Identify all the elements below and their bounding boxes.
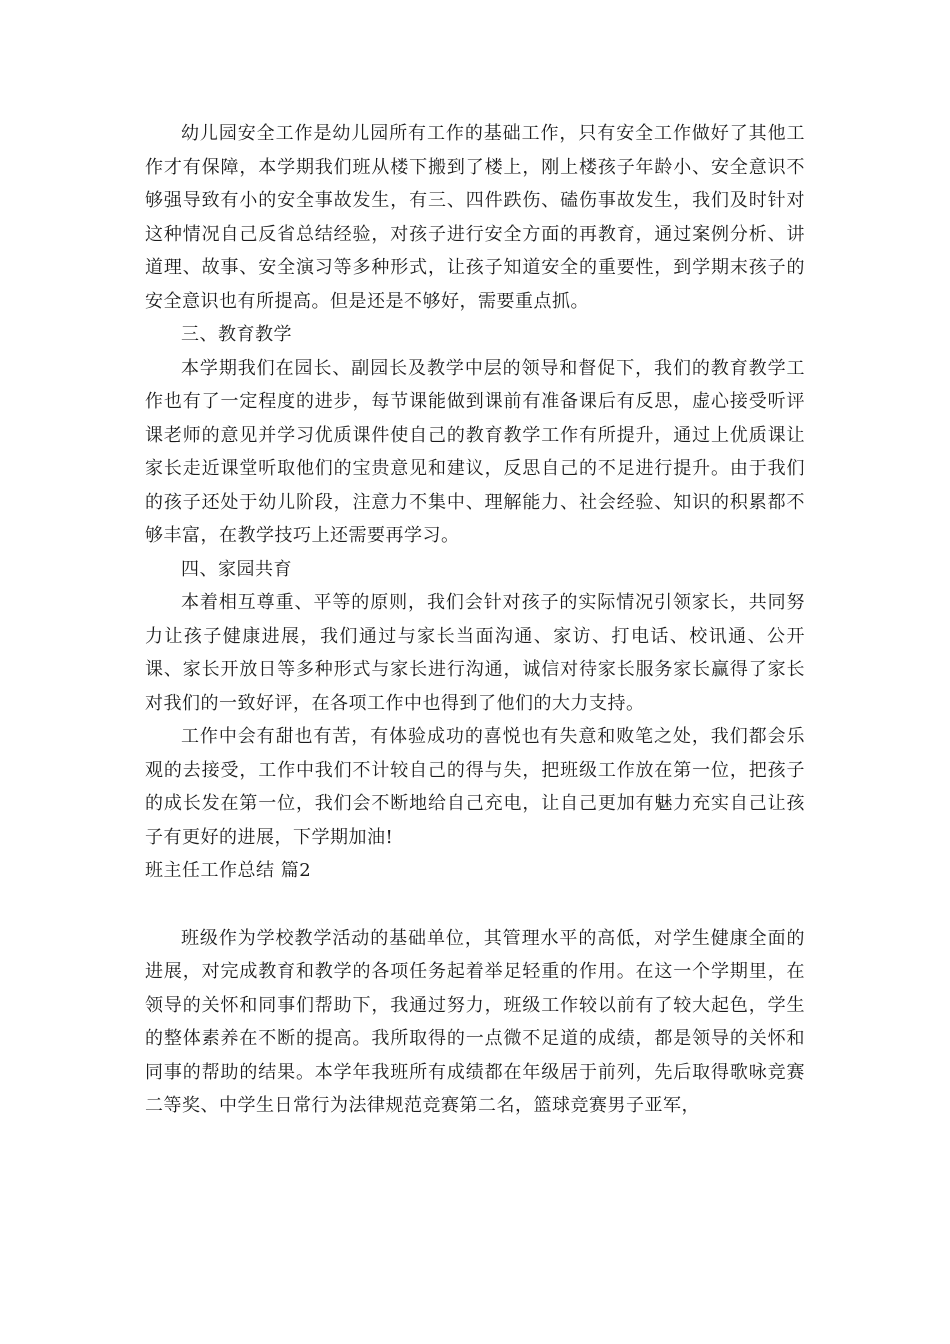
heading-education-teaching: 三、教育教学 xyxy=(181,324,292,345)
paragraph-safety: 幼儿园安全工作是幼儿园所有工作的基础工作，只有安全工作做好了其他工作才有保障，本学期我们班从楼下搬到了楼上，刚上楼孩子年龄小、安全意识不够强导致有小的安全事故发生，有三、四件跌伤、磕伤事故发生，我们及时针对这种情况自己反省总结经验，对孩子进行安全方面的再教育，通过案例分析、讲道理、故事、安全演习等多种形式，让孩子知道安全的重要性，到学期末孩子的安全意识也有所提高。但是还是不够好，需要重点抓。 xyxy=(145,123,805,312)
paragraph-class-management: 班级作为学校教学活动的基础单位，其管理水平的高低，对学生健康全面的进展，对完成教育和教学的各项任务起着举足轻重的作用。在这一个学期里，在领导的关怀和同事们帮助下，我通过努力，班级工作较以前有了较大起色，学生的整体素养在不断的提高。我所取得的一点微不足道的成绩，都是领导的关怀和同事的帮助的结果。本学年我班所有成绩都在年级居于前列，先后取得歌咏竞赛二等奖、中学生日常行为法律规范竞赛第二名，篮球竞赛男子亚军， xyxy=(145,927,805,1116)
section-spacer xyxy=(145,888,805,922)
paragraph-home-school: 本着相互尊重、平等的原则，我们会针对孩子的实际情况引领家长，共同努力让孩子健康进展，我们通过与家长当面沟通、家访、打电话、校讯通、公开课、家长开放日等多种形式与家长进行沟通，诚信对待家长服务家长赢得了家长对我们的一致好评，在各项工作中也得到了他们的大力支持。 xyxy=(145,592,805,714)
section-title: 班主任工作总结 篇2 xyxy=(145,860,312,881)
document-page xyxy=(145,117,805,1123)
paragraph-teaching: 本学期我们在园长、副园长及教学中层的领导和督促下，我们的教育教学工作也有了一定程度的进步，每节课能做到课前有准备课后有反思，虚心接受听评课老师的意见并学习优质课件使自己的教育教学工作有所提升，通过上优质课让家长走近课堂听取他们的宝贵意见和建议，反思自己的不足进行提升。由于我们的孩子还处于幼儿阶段，注意力不集中、理解能力、社会经验、知识的积累都不够丰富，在教学技巧上还需要再学习。 xyxy=(145,357,805,546)
paragraph-reflection: 工作中会有甜也有苦，有体验成功的喜悦也有失意和败笔之处，我们都会乐观的去接受，工作中我们不计较自己的得与失，把班级工作放在第一位，把孩子的成长发在第一位，我们会不断地给自己充电，让自己更加有魅力充实自己让孩子有更好的进展，下学期加油! xyxy=(145,726,805,848)
heading-home-school: 四、家园共育 xyxy=(181,558,292,580)
